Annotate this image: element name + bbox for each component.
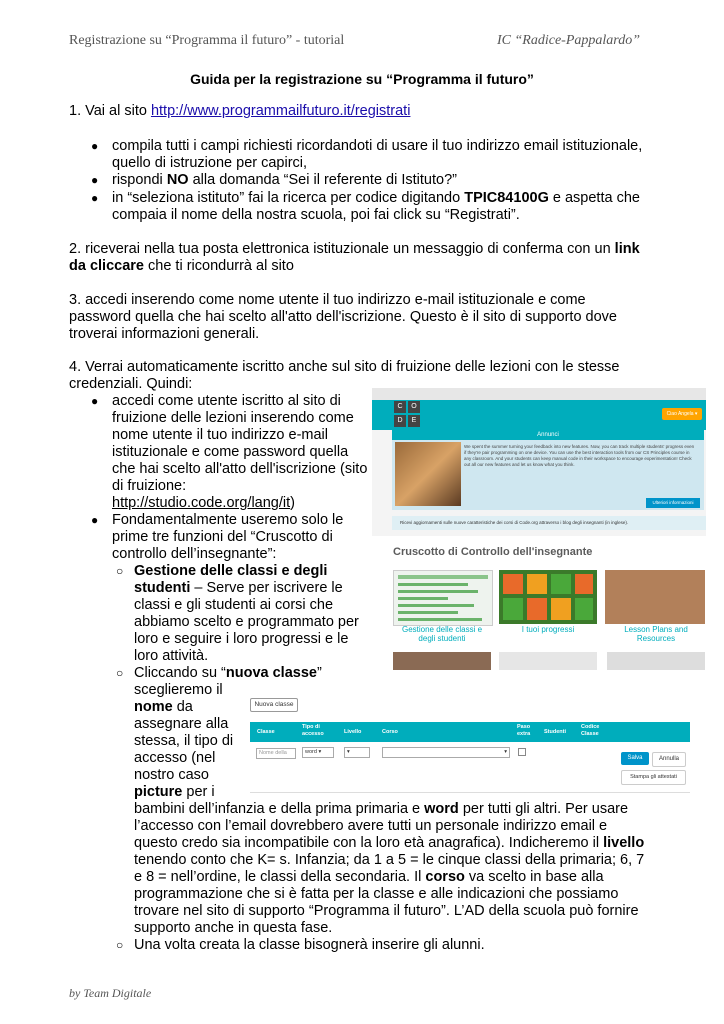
col-students: Studenti	[544, 729, 566, 735]
code-org-navbar	[372, 400, 706, 430]
step4-c2-l8: picture per i	[134, 784, 215, 800]
step4-c2-l13: e 8 = nell’ordine, le classi della secondaria. Il corso va scelto in base alla	[134, 869, 604, 885]
step4-b1-l3: nome utente il tuo indirizzo e-mail	[112, 427, 328, 443]
step1-bullet1-cont: quello di istruzione per capirci,	[112, 155, 308, 171]
circle-bullet-icon: ○	[116, 564, 124, 578]
teacher-student-photo	[395, 442, 461, 506]
step4-c2-l3: nome da	[134, 699, 193, 715]
level-select[interactable]: ▾	[344, 747, 370, 758]
step4-b2-l1: Fondamentalmente useremo solo le	[112, 512, 344, 528]
code-logo-letter: O	[408, 401, 420, 413]
step4-b1-l5: che hai scelto all'atto dell'iscrizione (sito	[112, 461, 368, 477]
step4-c3: Una volta creata la classe bisognerà inserire gli alunni.	[134, 937, 485, 953]
step4-b2-l2: prime tre funzioni del “Cruscotto di	[112, 529, 333, 545]
progress-thumbnail[interactable]	[499, 570, 597, 624]
access-type-select[interactable]: word ▾	[302, 747, 334, 758]
col-level: Livello	[344, 729, 362, 735]
bullet-icon: ●	[91, 139, 99, 153]
lesson-plans-image[interactable]	[607, 570, 705, 624]
extra-checkbox[interactable]	[518, 748, 526, 756]
class-name-input[interactable]: Nome della	[256, 748, 296, 759]
step4-c2-l7: nostro caso	[134, 767, 209, 783]
blog-notice: Ricevi aggiornamenti sulle nuove caratteristiche dei corsi di Code.org attraverso i blog degli insegnanti (in inglese).	[392, 516, 706, 530]
step4-c2-l6: accesso (nel	[134, 750, 216, 766]
step4-c1-l1: Gestione delle classi e degli	[134, 563, 328, 579]
page-title: Guida per la registrazione su “Programma il futuro”	[190, 71, 534, 87]
progress-table-graphic	[394, 571, 492, 625]
dashboard-title: Cruscotto di Controllo dell'insegnante	[393, 546, 593, 558]
cancel-button[interactable]: Annulla	[652, 752, 686, 767]
step1-bullet1: compila tutti i campi richiesti ricordandoti di usare il tuo indirizzo email istituzionale,	[112, 138, 643, 154]
step2-line1: 2. riceverai nella tua posta elettronica istituzionale un messaggio di conferma con un link	[69, 241, 640, 257]
announcements-title: Annunci	[392, 430, 704, 440]
step4-c2-l2: sceglieremo il	[134, 682, 223, 698]
class-management-thumbnail[interactable]	[393, 570, 493, 626]
bottom-photo-right	[607, 652, 705, 670]
step3-line1: 3. accedi inserendo come nome utente il tuo indirizzo e-mail istituzionale e come	[69, 292, 586, 308]
browser-bookmarks-bar	[372, 388, 706, 400]
class-management-label[interactable]: Gestione delle classi e degli studenti	[401, 625, 483, 643]
step4-c2-l9: bambini dell’infanzia e della prima primaria e word per tutti gli altri. Per usare	[134, 801, 629, 817]
code-org-homepage-screenshot	[372, 388, 706, 536]
registration-link[interactable]: http://www.programmailfuturo.it/registrati	[150, 103, 411, 119]
circle-bullet-icon: ○	[116, 666, 124, 680]
step2-line2: da cliccare che ti ricondurrà al sito	[69, 258, 294, 274]
header-left: Registrazione su “Programma il futuro” - tutorial	[69, 33, 345, 48]
circle-bullet-icon: ○	[116, 938, 124, 952]
col-class: Classe	[257, 729, 275, 735]
col-access-type: Tipo di accesso	[302, 724, 324, 737]
step4-c2-l11: questo credo sia incompatibile con la loro età anagrafica). Indicheremo il livello	[134, 835, 645, 851]
step1-bullet2: rispondi NO alla domanda “Sei il referente di Istituto?”	[112, 172, 457, 188]
course-select[interactable]: ▾	[382, 747, 510, 758]
step4-line1: 4. Verrai automaticamente iscritto anche sul sito di fruizione delle lezioni con le stesse	[69, 359, 620, 375]
step3-line3: troverai informazioni generali.	[69, 326, 260, 342]
code-logo-letter: C	[394, 401, 406, 413]
step1-line: 1. Vai al sito http://www.programmailfuturo.it/registrati	[69, 103, 411, 119]
class-table-header	[250, 722, 690, 742]
step4-c1-l2: studenti – Serve per iscrivere le	[134, 580, 343, 596]
lesson-plans-label[interactable]: Lesson Plans and Resources	[624, 625, 688, 643]
step3-line2: password quella che hai scelto all'atto dell'iscrizione. Questo è il sito di supporto dove	[69, 309, 617, 325]
user-menu-button[interactable]: Ciao Angela ▾	[662, 408, 702, 420]
code-logo-letter: D	[394, 415, 406, 427]
step4-c2-l5: stessa, il tipo di	[134, 733, 234, 749]
step4-c2-l4: assegnare alla	[134, 716, 229, 732]
print-certificates-button[interactable]: Stampa gli attestati	[621, 770, 686, 785]
save-button[interactable]: Salva	[621, 752, 649, 765]
announcements-card	[392, 430, 704, 510]
step4-c2-l15: trovare nel sito di supporto “Programma il futuro”. L’AD della scuola può fornire	[134, 903, 639, 919]
step4-c2-l12: tenendo conto che K= s. Infanzia; da 1 a 5 = le cinque classi della primaria; 6, 7	[134, 852, 645, 868]
step1-bullet3: in “seleziona istituto” fai la ricerca per codice digitando TPIC84100G e aspetta che	[112, 190, 640, 206]
step4-c1-l6: loro attività.	[134, 648, 209, 664]
footer: by Team Digitale	[69, 986, 152, 1000]
announcement-text: We spent the summer turning your feedback into new features. Now, you can track multiple students' progress even if they're pair programming on one device. You can use the best interaction tools from our CS Principles course in any classroom. And your students can keep manual code in their workspace to encourage experimentation! Check out all our new features and let us know what you think.	[464, 444, 695, 467]
bottom-map	[499, 652, 597, 670]
new-class-form-screenshot	[250, 696, 690, 794]
step4-b2-l3: controllo dell’insegnante”:	[112, 546, 277, 562]
step4-b1-l7: http://studio.code.org/lang/it)	[112, 495, 295, 511]
bullet-icon: ●	[91, 394, 99, 408]
new-class-row	[250, 742, 690, 793]
step1-bullet3-cont: compaia il nome della nostra scuola, poi fai click su “Registrati”.	[112, 207, 520, 223]
bullet-icon: ●	[91, 173, 99, 187]
step4-c2-l16: supporto anche in questa fase.	[134, 920, 333, 936]
studio-link[interactable]: http://studio.code.org/lang/it	[112, 495, 291, 511]
step4-b1-l2: fruizione delle lezioni inserendo come	[112, 410, 354, 426]
col-extra: Paso extra	[517, 724, 531, 737]
step4-c2-l1: Cliccando su “nuova classe”	[134, 665, 322, 681]
progress-label[interactable]: I tuoi progressi	[521, 625, 575, 634]
step4-b1-l6: di fruizione:	[112, 478, 187, 494]
step4-c2-l10: l’accesso con l’email dovrebbero avere tutti un personale indirizzo email e	[134, 818, 608, 834]
step4-c2-l14: programmazione che si è fatta per la classe e alle indicazioni che possiamo	[134, 886, 619, 902]
new-class-button[interactable]: Nuova classe	[250, 698, 298, 712]
more-info-button[interactable]: Ulteriori informazioni	[646, 498, 700, 508]
step4-c1-l4: abbiamo scelto e programmato per	[134, 614, 359, 630]
step4-b1-l4: istituzionale e come password quella	[112, 444, 349, 460]
bullet-icon: ●	[91, 513, 99, 527]
code-logo-letter: E	[408, 415, 420, 427]
step4-b1-l1: accedi come utente iscritto al sito di	[112, 393, 341, 409]
header-right: IC “Radice-Pappalardo”	[497, 33, 640, 48]
step4-c1-l3: classi e gli studenti ai corsi che	[134, 597, 334, 613]
bullet-icon: ●	[91, 191, 99, 205]
col-course: Corso	[382, 729, 398, 735]
teacher-dashboard-screenshot	[393, 546, 607, 670]
angry-birds-grid-graphic	[499, 570, 597, 624]
bottom-photo	[393, 652, 491, 670]
step4-c1-l5: loro e seguire i loro progressi e le	[134, 631, 349, 647]
step4-line2: credenziali. Quindi:	[69, 376, 193, 392]
col-class-code: Codice Classe	[581, 724, 600, 737]
